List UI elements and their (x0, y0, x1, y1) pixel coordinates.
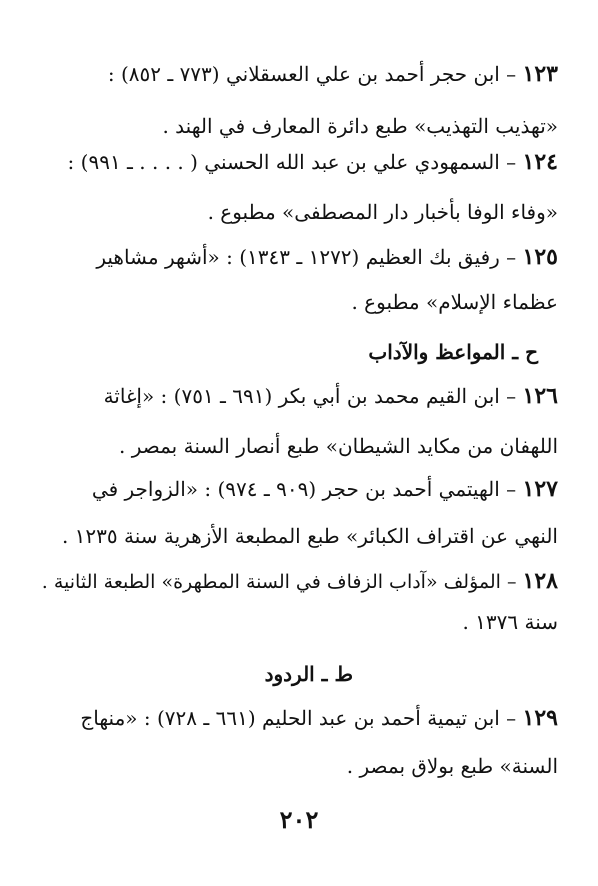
entry-text: – ابن حجر أحمد بن علي العسقلاني (٧٧٣ ـ ٨٥٢) : (107, 62, 517, 86)
entry-text: اللهفان من مكايد الشيطان» طبع أنصار السنة بمصر . (119, 434, 558, 458)
entry-124-line-1 (68, 148, 558, 176)
entry-text: سنة ١٣٧٦ . (462, 610, 558, 634)
entry-number: ١٢٤ (522, 149, 558, 175)
section-heading-mawaiz: ح ـ المواعظ والآداب (368, 340, 538, 364)
entry-text: «تهذيب التهذيب» طبع دائرة المعارف في الهند . (162, 114, 558, 138)
entry-text: – رفيق بك العظيم (١٢٧٢ ـ ١٣٤٣) : «أشهر مشاهير (96, 245, 517, 269)
entry-125-line-2 (351, 288, 558, 316)
entry-text: – السمهودي علي بن عبد الله الحسني ( . . . . ـ ٩٩١) : (67, 150, 517, 174)
entry-number: ١٢٣ (522, 61, 558, 87)
entry-127-line-2 (62, 522, 558, 550)
entry-text: – المؤلف «آداب الزفاف في السنة المطهرة» الطبعة الثانية . (41, 571, 517, 593)
entry-text: «وفاء الوفا بأخبار دار المصطفى» مطبوع . (207, 200, 558, 224)
entry-126-line-2 (119, 432, 558, 460)
entry-129-line-1 (80, 704, 558, 732)
entry-text: – ابن تيمية أحمد بن عبد الحليم (٦٦١ ـ ٧٢٨) : «منهاج (80, 706, 517, 730)
entry-number: ١٢٨ (522, 568, 558, 594)
entry-text: – ابن القيم محمد بن أبي بكر (٦٩١ ـ ٧٥١) : «إغاثة (103, 384, 517, 408)
entry-128-line-2 (462, 608, 558, 636)
entry-125-line-1 (96, 243, 558, 271)
entry-number: ١٢٥ (522, 244, 558, 270)
entry-text: عظماء الإسلام» مطبوع . (351, 290, 558, 314)
entry-number: ١٢٧ (522, 476, 558, 502)
entry-number: ١٢٩ (522, 705, 558, 731)
entry-text: السنة» طبع بولاق بمصر . (346, 754, 558, 778)
entry-text: – الهيتمي أحمد بن حجر (٩٠٩ ـ ٩٧٤) : «الزواجر في (91, 477, 517, 501)
entry-123-line-1 (108, 60, 558, 88)
entry-123-line-2 (162, 112, 558, 140)
entry-128-line-1 (42, 567, 558, 595)
entry-129-line-2 (347, 752, 558, 780)
entry-124-line-2 (208, 198, 558, 226)
entry-text: النهي عن اقتراف الكبائر» طبع المطبعة الأزهرية سنة ١٢٣٥ . (61, 524, 558, 548)
page-number: ٢٠٢ (279, 805, 319, 834)
entry-number: ١٢٦ (522, 383, 558, 409)
entry-127-line-1 (92, 475, 558, 503)
entry-126-line-1 (104, 382, 558, 410)
section-heading-rudud: ط ـ الردود (264, 662, 353, 686)
